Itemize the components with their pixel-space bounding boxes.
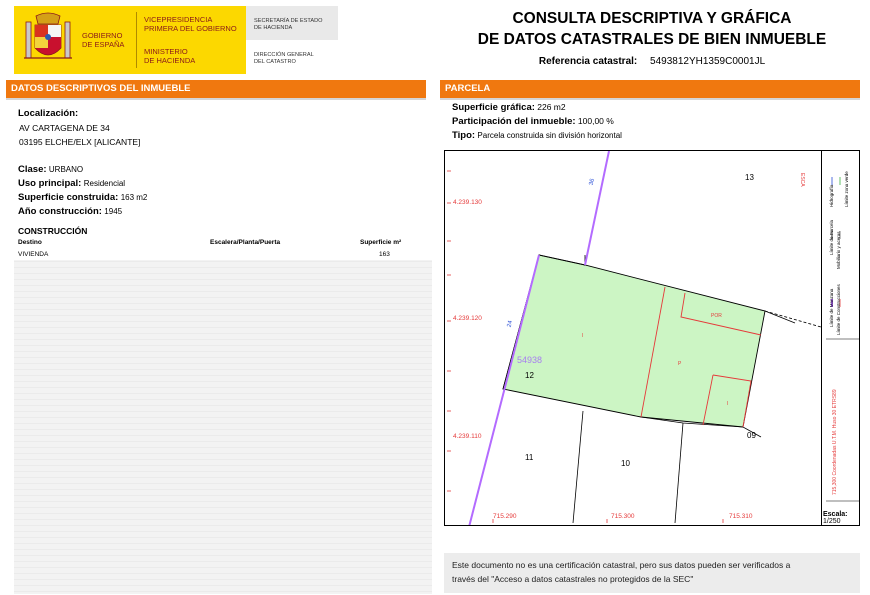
verification-note: Este documento no es una certificación catastral, pero sus datos pueden ser verificados a través del "Acceso a datos catastrales no protegidos de la SEC" xyxy=(444,553,860,593)
parcel-polygon xyxy=(503,255,765,427)
logo-divider xyxy=(136,12,137,68)
construction-table xyxy=(14,238,432,594)
ref-value: 5493812YH1359C0001JL xyxy=(650,56,766,67)
clase-value: URBANO xyxy=(48,165,84,174)
superficie-row: Superficie construida: 163 m2 xyxy=(18,192,148,203)
y-tick-2: 4.239.120 xyxy=(453,315,482,322)
x-tick-1: 715.290 xyxy=(493,513,517,520)
address-line-2: 03195 ELCHE/ELX [ALICANTE] xyxy=(19,137,141,147)
gov-spain-label: GOBIERNO DE ESPAÑA xyxy=(82,31,125,49)
legend-hidrografia: Hidrografía xyxy=(829,184,834,207)
uso-value: Residencial xyxy=(83,179,126,188)
lot-09: 09 xyxy=(747,431,756,440)
coat-of-arms-icon xyxy=(22,12,74,68)
property-attributes xyxy=(18,164,147,220)
col-escalera: Escalera/Planta/Puerta xyxy=(210,239,281,246)
sub-label-i2: I xyxy=(727,401,729,407)
anio-row: Año construcción: 1945 xyxy=(18,206,123,217)
projection-label: 715,300 Coordenadas U.T.M. Huso 30 ETRS89 xyxy=(832,389,838,495)
y-tick-3: 4.239.110 xyxy=(453,433,482,440)
svg-text:ESCA: ESCA xyxy=(799,173,805,187)
participacion-row: Participación del inmueble: 100,00 % xyxy=(452,116,614,127)
col-superficie: Superficie m² xyxy=(360,239,402,246)
legend-construcciones: Límite de Construcciones xyxy=(836,284,841,335)
lot-10: 10 xyxy=(621,459,630,468)
uso-row: Uso principal: Residencial xyxy=(18,178,126,189)
ref-label: Referencia catastral: xyxy=(538,56,638,67)
sub-label-i1: I xyxy=(582,333,584,339)
sup-grafica-value: 226 m2 xyxy=(537,102,566,112)
lot-13: 13 xyxy=(745,173,754,182)
legend-parcela: Límite de Parcela xyxy=(829,219,834,255)
superficie-value: 163 m2 xyxy=(120,193,148,202)
construction-title: CONSTRUCCIÓN xyxy=(18,226,88,236)
x-tick-2: 715.300 xyxy=(611,513,635,520)
clase-row: Clase: URBANO xyxy=(18,164,84,175)
x-tick-3: 715.310 xyxy=(729,513,753,520)
location-block xyxy=(18,108,140,147)
lot-12: 12 xyxy=(525,371,534,380)
legend-zona-verde: Límite zona verde xyxy=(844,171,849,207)
government-logo-block xyxy=(14,6,338,74)
map-legend xyxy=(821,151,860,526)
map-canvas xyxy=(445,151,821,526)
parcel-id-label: 54938 xyxy=(517,355,543,365)
ministerio-label: MINISTERIO DE HACIENDA xyxy=(144,47,196,65)
descriptive-panel xyxy=(6,98,426,592)
legend-mobiliario: Mobiliario y aceras xyxy=(836,231,841,269)
address-line-1: AV CARTAGENA DE 34 xyxy=(19,123,110,133)
vicepresidencia-label: VICEPRESIDENCIA PRIMERA DEL GOBIERNO xyxy=(144,15,237,33)
table-header xyxy=(14,238,432,249)
street-number-24: 24 xyxy=(506,319,515,329)
scale-box: Escala: 1/250 xyxy=(823,511,848,525)
participacion-value: 100,00 % xyxy=(577,116,614,126)
direccion-label: DIRECCIÓN GENERAL DEL CATASTRO xyxy=(254,52,314,65)
table-row xyxy=(14,249,432,260)
page-title: CONSULTA DESCRIPTIVA Y GRÁFICA DE DATOS CATASTRALES DE BIEN INMUEBLE xyxy=(477,10,827,48)
legend-manzana: Límite de Manzana xyxy=(829,288,834,327)
y-tick-1: 4.239.130 xyxy=(453,199,482,206)
cadastral-reference xyxy=(440,56,864,67)
sup-grafica-row: Superficie gráfica: 226 m2 xyxy=(452,102,566,113)
street-number-36: 36 xyxy=(588,178,596,186)
section-parcela: PARCELA xyxy=(440,80,860,98)
scale-value: 1/250 xyxy=(823,518,841,525)
location-label: Localización: xyxy=(18,108,79,119)
tipo-row: Tipo: Parcela construida sin división horizontal xyxy=(452,130,622,141)
cell-superficie: 163 xyxy=(379,251,390,258)
cadastral-map[interactable] xyxy=(444,150,860,526)
sub-label-por: POR xyxy=(711,313,722,319)
anio-value: 1945 xyxy=(104,207,123,216)
sub-label-p: P xyxy=(678,361,682,367)
tipo-value: Parcela construida sin división horizontal xyxy=(477,131,622,140)
lot-11: 11 xyxy=(525,453,534,462)
secretaria-label: SECRETARÍA DE ESTADO DE HACIENDA xyxy=(254,18,323,31)
cell-destino: VIVIENDA xyxy=(18,251,49,258)
section-descriptive-data: DATOS DESCRIPTIVOS DEL INMUEBLE xyxy=(6,80,426,98)
col-destino: Destino xyxy=(18,239,42,246)
legend-canvas xyxy=(822,151,860,526)
